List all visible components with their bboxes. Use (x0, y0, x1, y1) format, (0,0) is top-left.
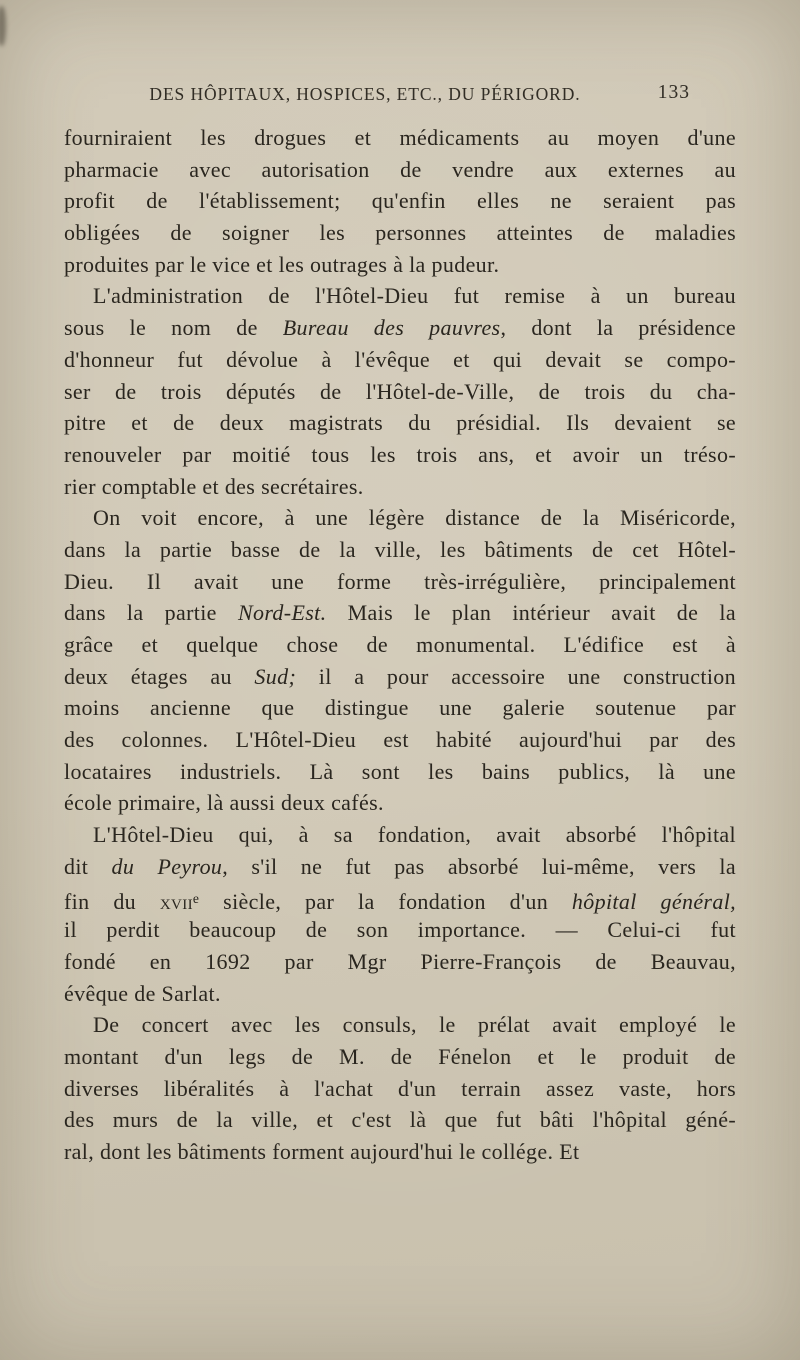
text-segment: du Peyrou (111, 853, 223, 879)
text-segment: école primaire, là aussi deux cafés. (64, 790, 384, 816)
text-line (64, 724, 736, 756)
text-segment: dans la partie basse de la ville, les bâtiments de cet Hôtel- (64, 536, 736, 562)
text-segment: L'administration de l'Hôtel-Dieu fut remise à un bureau (93, 283, 736, 309)
text-segment: Mais le plan intérieur avait de la (326, 600, 736, 626)
text-segment: diverses libéralités à l'achat d'un terrain assez vaste, hors (64, 1075, 736, 1101)
text-line (64, 629, 736, 661)
text-segment: siècle, par la fondation d'un (199, 888, 572, 914)
text-segment: rier comptable et des secrétaires. (64, 473, 364, 499)
text-line (64, 185, 736, 217)
text-line (64, 978, 736, 1010)
text-segment: ral, dont les bâtiments forment aujourd'hui le collége. Et (64, 1139, 580, 1164)
text-line (64, 914, 736, 946)
text-segment: dit (64, 853, 112, 879)
text-line (64, 819, 736, 851)
text-line (64, 376, 736, 408)
text-segment: , s'il ne fut pas absorbé lui-même, vers la (222, 853, 736, 879)
text-segment: dans la partie (64, 600, 238, 626)
text-segment: fondé en 1692 par Mgr Pierre-François de Beauvau, (64, 948, 736, 974)
paper-stain (0, 6, 6, 46)
text-segment: xvii (159, 888, 193, 914)
text-line (64, 122, 736, 154)
text-segment: obligées de soigner les personnes atteintes de maladies (64, 220, 736, 246)
text-segment: il a pour accessoire une construction (296, 663, 736, 689)
running-title: DES HÔPITAUX, HOSPICES, ETC., DU PÉRIGORD. (149, 84, 581, 104)
text-line (64, 883, 736, 915)
text-segment: ser de trois députés de l'Hôtel-de-Ville, de trois du cha- (64, 378, 736, 404)
text-line (64, 154, 736, 186)
text-segment: renouveler par moitié tous les trois ans, et avoir un tréso- (64, 441, 736, 467)
text-line (64, 312, 736, 344)
text-segment: On voit encore, à une légère distance de la Miséricorde, (93, 505, 736, 531)
page-number: 133 (657, 82, 690, 103)
text-column (64, 84, 736, 1168)
text-segment: Dieu. Il avait une forme très-irrégulière, principalement (64, 568, 736, 594)
text-line (64, 217, 736, 249)
text-line (64, 597, 736, 629)
text-line (64, 249, 736, 281)
text-line (64, 787, 736, 819)
text-segment: moins ancienne que distingue une galerie soutenue par (64, 695, 736, 721)
text-segment: fin du (64, 888, 160, 914)
text-segment: deux étages au (64, 663, 255, 689)
text-segment: Sud; (254, 663, 297, 689)
text-segment: d'honneur fut dévolue à l'évêque et qui devait se compo- (64, 346, 736, 372)
text-segment: il perdit beaucoup de son importance. — Celui-ci fut (64, 917, 736, 943)
text-segment: évêque de Sarlat. (64, 980, 221, 1006)
text-segment: hôpital général, (571, 888, 737, 914)
text-line (64, 661, 736, 693)
text-segment: fourniraient les drogues et médicaments au moyen d'une (64, 125, 736, 150)
text-line (64, 851, 736, 883)
text-line (64, 1041, 736, 1073)
text-segment: montant d'un legs de M. de Fénelon et le produit de (64, 1043, 736, 1069)
page-body (64, 122, 736, 1168)
text-segment: des colonnes. L'Hôtel-Dieu est habité aujourd'hui par des (64, 727, 736, 753)
text-line (64, 407, 736, 439)
text-segment: grâce et quelque chose de monumental. L'édifice est à (64, 632, 736, 657)
text-line (64, 344, 736, 376)
text-segment: produites par le vice et les outrages à la pudeur. (64, 251, 500, 277)
text-line (64, 1136, 736, 1168)
text-segment: L'Hôtel-Dieu qui, à sa fondation, avait absorbé l'hôpital (93, 822, 736, 848)
text-line (64, 471, 736, 503)
text-segment: Bureau des pauvres (282, 315, 501, 341)
text-segment: pharmacie avec autorisation de vendre aux externes au (64, 156, 736, 182)
text-segment: Nord-Est. (237, 600, 327, 626)
text-segment: des murs de la ville, et c'est là que fut bâti l'hôpital géné- (64, 1107, 736, 1133)
text-line (64, 502, 736, 534)
text-line (64, 1104, 736, 1136)
text-segment: De concert avec les consuls, le prélat avait employé le (93, 1012, 736, 1038)
text-line (64, 280, 736, 312)
page-header (64, 84, 736, 110)
text-line (64, 566, 736, 598)
text-line (64, 534, 736, 566)
text-line (64, 692, 736, 724)
text-segment: locataires industriels. Là sont les bains publics, là une (64, 758, 736, 784)
text-line (64, 1073, 736, 1105)
text-segment: e (192, 890, 200, 906)
text-segment: pitre et de deux magistrats du présidial. Ils devaient se (64, 410, 736, 436)
text-line (64, 946, 736, 978)
text-segment: profit de l'établissement; qu'enfin elles ne seraient pas (64, 188, 736, 214)
text-segment: , dont la présidence (500, 315, 736, 341)
text-line (64, 439, 736, 471)
text-line (64, 756, 736, 788)
text-line (64, 1009, 736, 1041)
text-segment: sous le nom de (64, 315, 283, 341)
